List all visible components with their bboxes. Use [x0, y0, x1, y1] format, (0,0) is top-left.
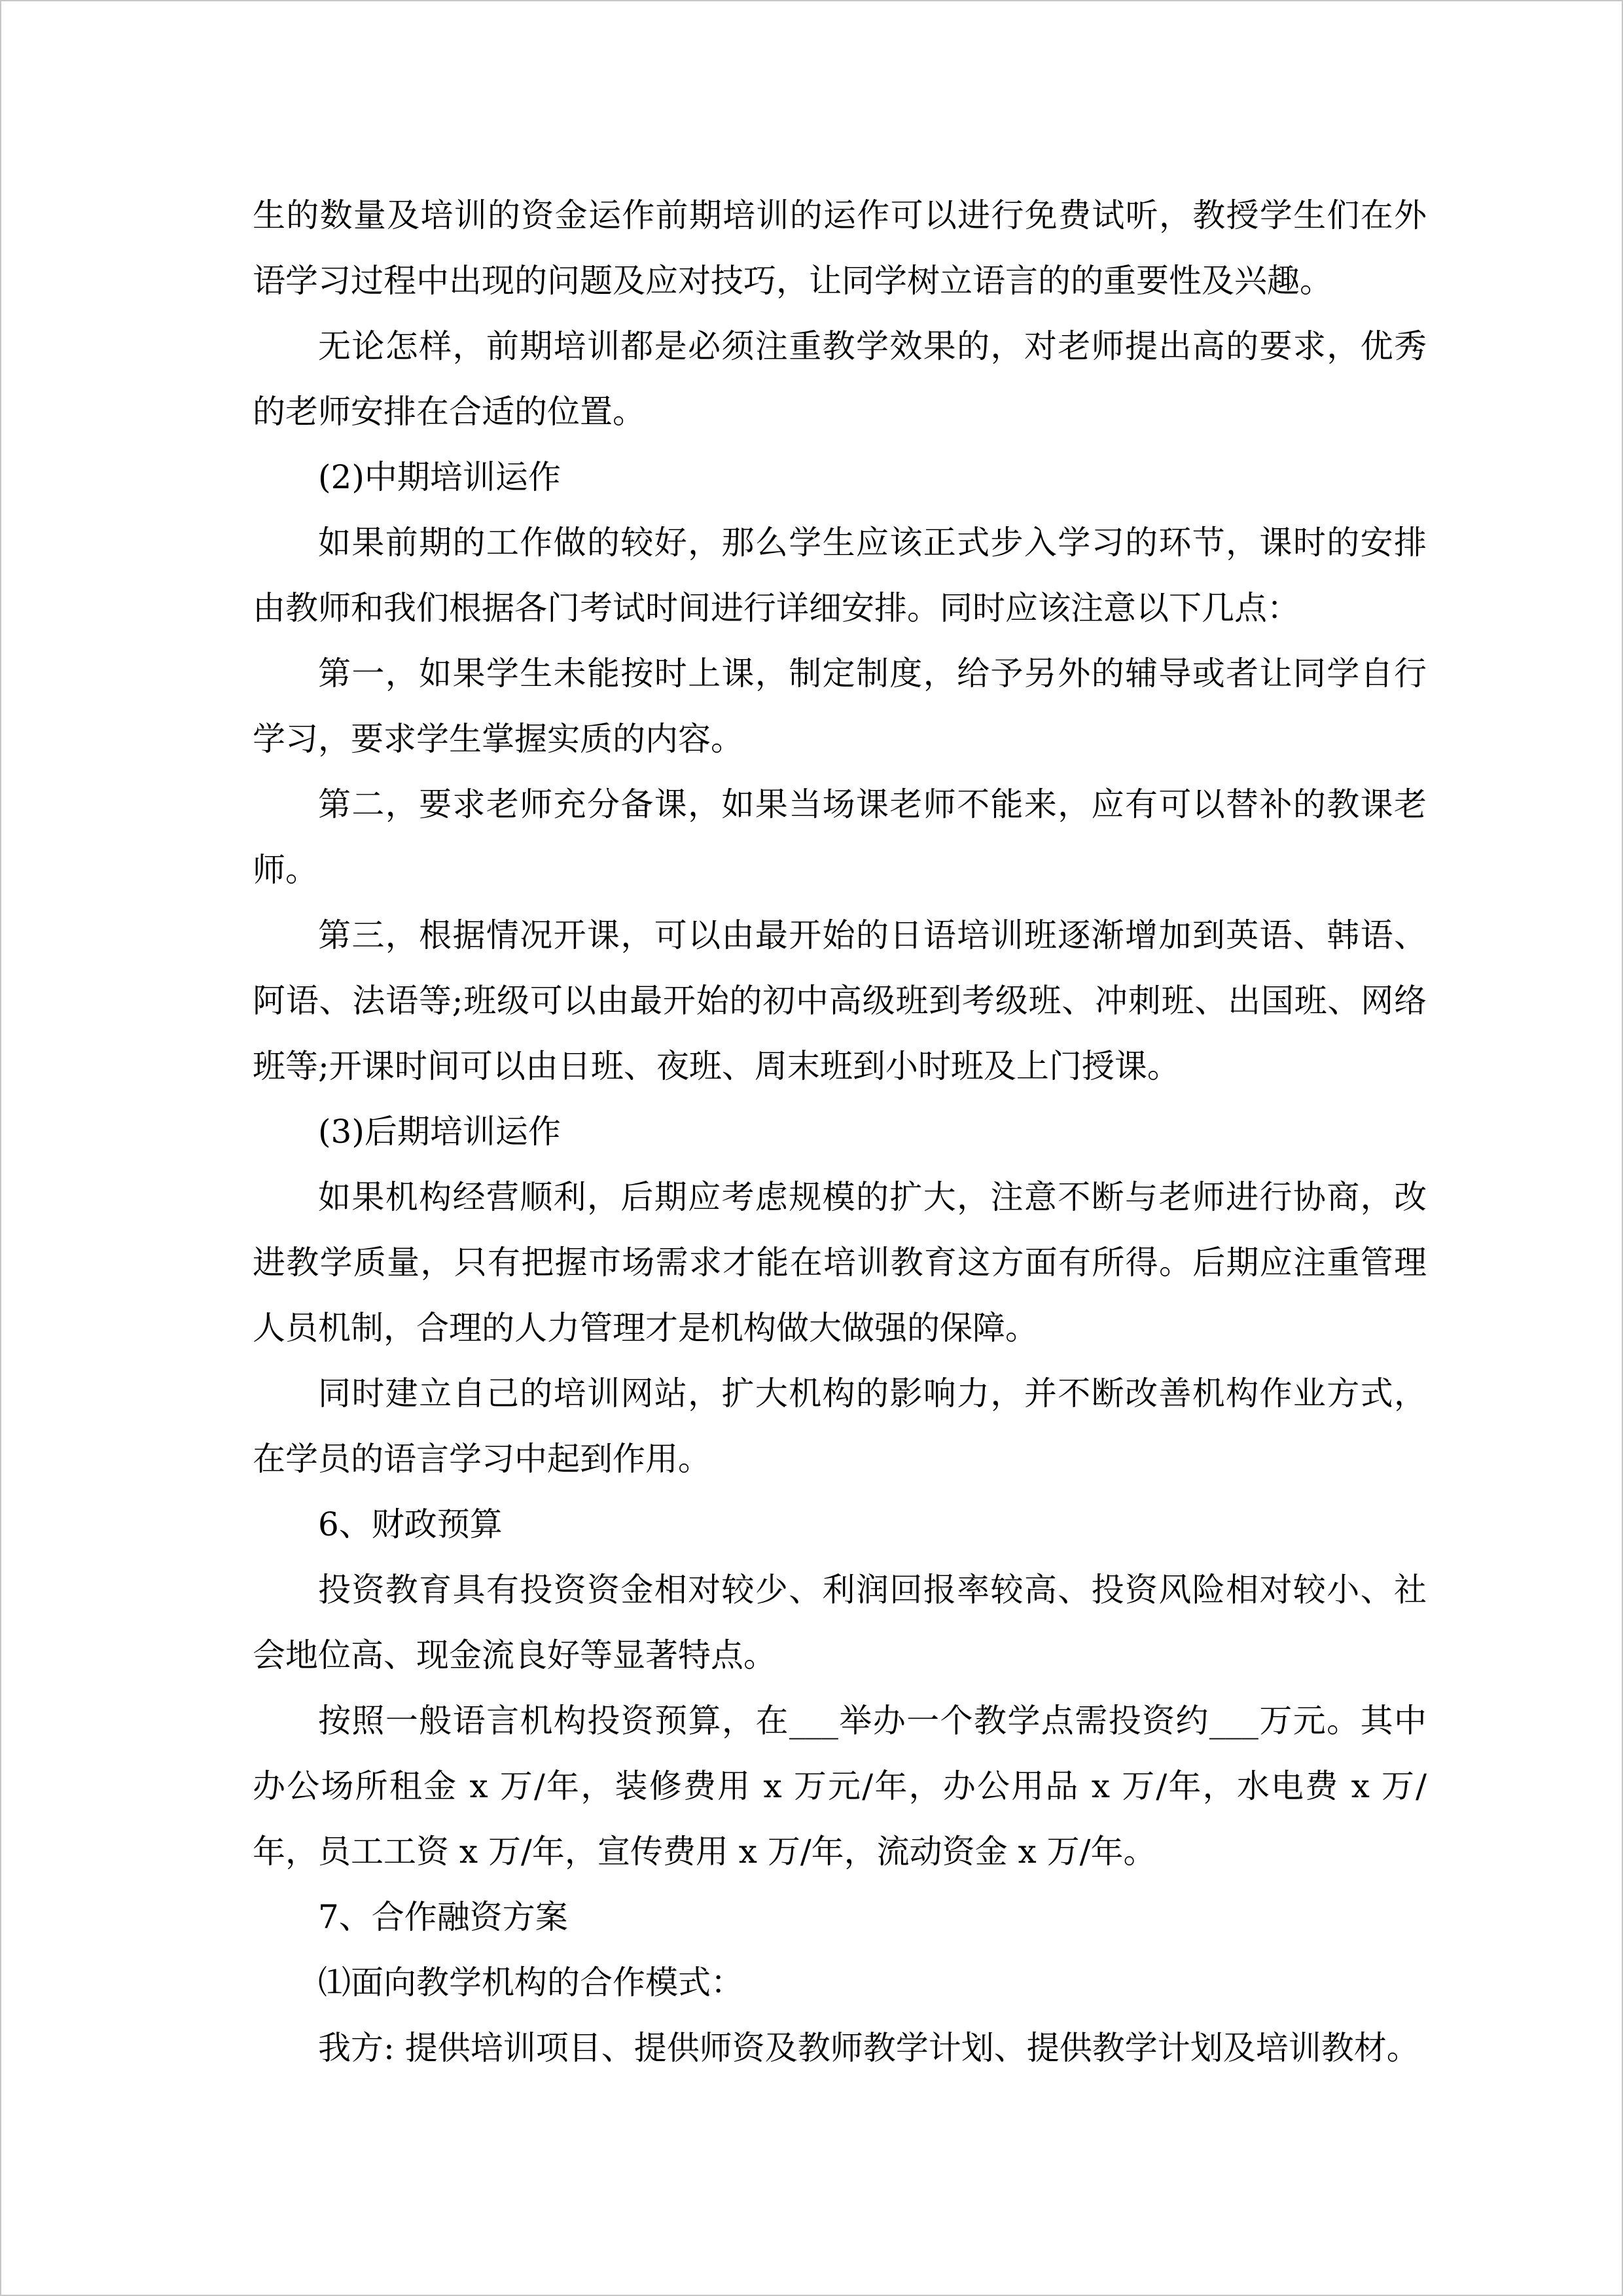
- paragraph: 如果机构经营顺利，后期应考虑规模的扩大，注意不断与老师进行协商，改进教学质量，只有把握市场需求才能在培训教育这方面有所得。后期应注重管理人员机制，合理的人力管理才是机构做大做强的保障。: [253, 1178, 1427, 1347]
- paragraph: 6、财政预算: [318, 1505, 503, 1543]
- paragraph: 生的数量及培训的资金运作前期培训的运作可以进行免费试听，教授学生们在外语学习过程中出现的问题及应对技巧，让同学树立语言的的重要性及兴趣。: [253, 196, 1427, 300]
- paragraph: 投资教育具有投资资金相对较少、利润回报率较高、投资风险相对较小、社会地位高、现金流良好等显著特点。: [253, 1571, 1427, 1674]
- paragraph: 第二，要求老师充分备课，如果当场课老师不能来，应有可以替补的教课老师。: [253, 785, 1427, 889]
- paragraph: 我方: 提供培训项目、提供师资及教师教学计划、提供教学计划及培训教材。: [318, 2029, 1419, 2067]
- paragraph: 如果前期的工作做的较好，那么学生应该正式步入学习的环节，课时的安排由教师和我们根据各门考试时间进行详细安排。同时应该注意以下几点：: [253, 524, 1427, 627]
- paragraph: 第一，如果学生未能按时上课，制定制度，给予另外的辅导或者让同学自行学习，要求学生掌握实质的内容。: [253, 655, 1427, 758]
- paragraph: (2)中期培训运作: [318, 458, 561, 496]
- paragraph: 无论怎样，前期培训都是必须注重教学效果的，对老师提出高的要求，优秀的老师安排在合适的位置。: [253, 327, 1427, 431]
- paragraph: 7、合作融资方案: [318, 1898, 568, 1936]
- document-body: [253, 183, 1427, 2081]
- paragraph: ⑴面向教学机构的合作模式：: [318, 1964, 743, 2001]
- paragraph: 按照一般语言机构投资预算，在___举办一个教学点需投资约___万元。其中办公场所租金 x 万/年，装修费用 x 万元/年，办公用品 x 万/年，水电费 x 万/年，员工工资 x 万/年，宣传费用 x 万/年，流动资金 x 万/年。: [253, 1702, 1427, 1871]
- paragraph: 同时建立自己的培训网站，扩大机构的影响力，并不断改善机构作业方式，在学员的语言学习中起到作用。: [253, 1374, 1427, 1478]
- paragraph: 第三，根据情况开课，可以由最开始的日语培训班逐渐增加到英语、韩语、阿语、法语等;班级可以由最开始的初中高级班到考级班、冲刺班、出国班、网络班等;开课时间可以由日班、夜班、周末班到小时班及上门授课。: [253, 916, 1427, 1085]
- paragraph: (3)后期培训运作: [318, 1113, 561, 1151]
